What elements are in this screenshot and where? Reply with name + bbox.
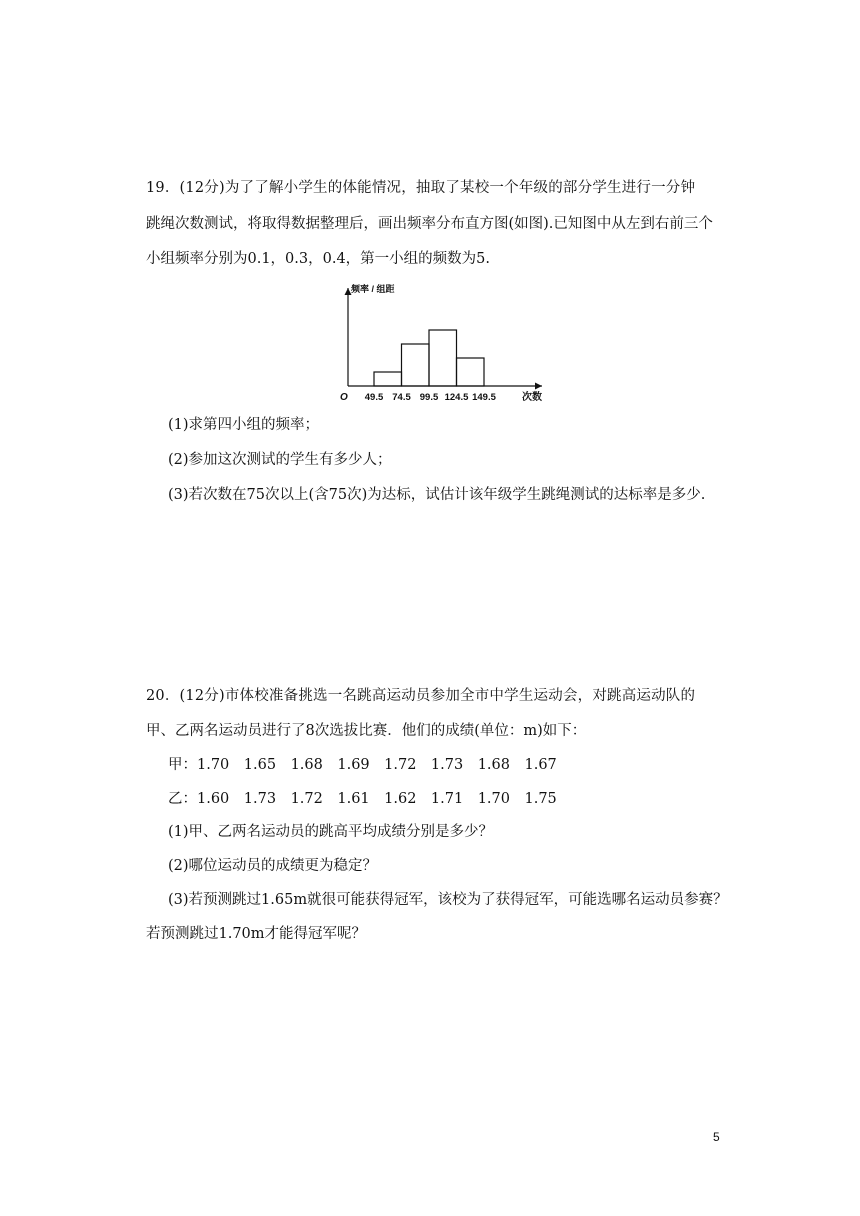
x-tick-label: 124.5 [444,392,469,403]
x-tick-labels [365,392,497,403]
x-tick-label: 149.5 [472,392,496,403]
x-tick-label: 49.5 [364,392,384,403]
origin-label: O [340,392,348,403]
q19-sub-3: (3)若次数在75次以上(含75次)为达标，试估计该年级学生跳绳测试的达标率是多少. [168,487,706,503]
q19-line-2: 跳绳次数测试，将取得数据整理后，画出频率分布直方图(如图).已知图中从左到右前三个 [146,216,713,232]
histogram-bar-1 [374,372,402,386]
x-tick-label: 99.5 [419,392,439,403]
x-axis-label: 次数 [522,392,542,403]
q20-continuation: 若预测跳过1.70m才能得冠军呢？ [146,926,367,942]
q20-data-yi: 乙：1.60 1.73 1.72 1.61 1.62 1.71 1.70 1.75 [168,791,557,807]
q20-sub-2: (2)哪位运动员的成绩更为稳定？ [168,858,378,874]
histogram-bar-3 [429,330,457,386]
x-tick-label: 74.5 [392,392,411,403]
histogram-bar-2 [402,344,430,386]
q19-line-3: 小组频率分别为0.1，0.3，0.4，第一小组的频数为5. [146,251,491,267]
q20-sub-1: (1)甲、乙两名运动员的跳高平均成绩分别是多少？ [168,824,494,840]
frequency-histogram [336,282,556,404]
q20-data-jia: 甲：1.70 1.65 1.68 1.69 1.72 1.73 1.68 1.67 [168,757,557,773]
page-number: 5 [713,1130,720,1144]
y-axis-label: 频率 / 组距 [351,284,395,294]
q19-sub-2: (2)参加这次测试的学生有多少人； [168,452,392,468]
q20-line-1: 20．(12分)市体校准备挑选一名跳高运动员参加全市中学生运动会，对跳高运动队的 [146,688,696,704]
q19-line-1: 19．(12分)为了了解小学生的体能情况，抽取了某校一个年级的部分学生进行一分钟 [146,180,696,196]
histogram-bars [374,330,484,386]
q20-sub-3: (3)若预测跳过1.65m就很可能获得冠军，该校为了获得冠军，可能选哪名运动员参赛？ [168,892,728,908]
q19-sub-1: (1)求第四小组的频率； [168,417,320,433]
histogram-bar-4 [457,358,485,386]
q20-line-2: 甲、乙两名运动员进行了8次选拔比赛．他们的成绩(单位：m)如下： [146,723,587,739]
